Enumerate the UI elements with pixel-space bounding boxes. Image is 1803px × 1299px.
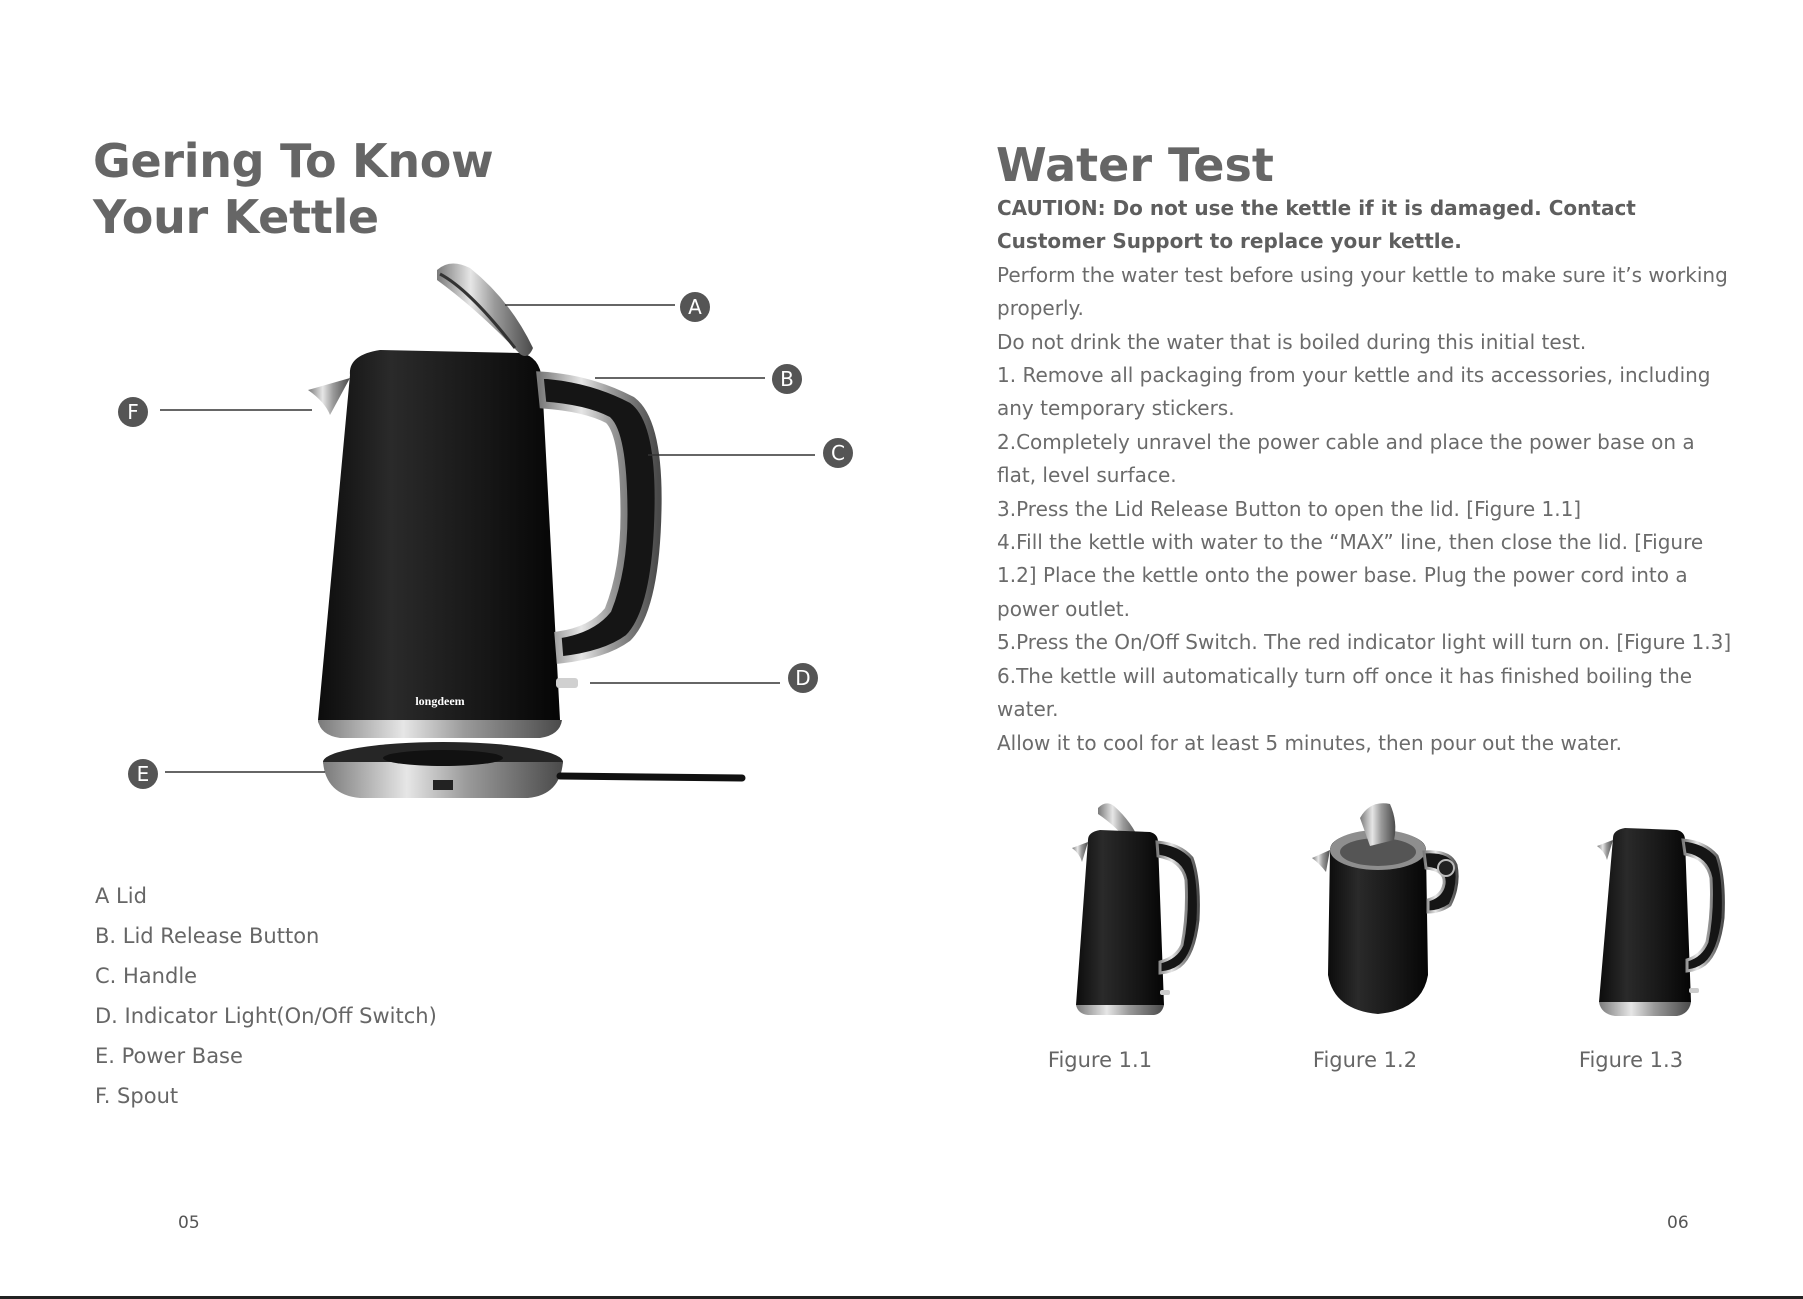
spout	[308, 378, 350, 415]
section-title	[93, 133, 493, 245]
indicator-switch	[556, 678, 578, 688]
figure-label: Figure 1.2	[1312, 1048, 1418, 1072]
kettle-parts-diagram	[0, 250, 900, 830]
lid	[437, 263, 533, 356]
parts-list-item: E. Power Base	[95, 1044, 243, 1068]
instruction-step: 2.Completely unravel the power cable and place the power base on a flat, level surface.	[997, 429, 1695, 488]
parts-list-item: F. Spout	[95, 1084, 179, 1108]
caution-text: CAUTION: Do not use the kettle if it is damaged. Contact Customer Support to replace your kettle.	[997, 196, 1636, 254]
callout-c	[823, 438, 853, 468]
page-number-right: 06	[1667, 1213, 1689, 1233]
parts-list-item: D. Indicator Light(On/Off Switch)	[95, 1004, 437, 1028]
section-title: Water Test	[996, 138, 1274, 192]
figure-1-2-image	[1290, 790, 1470, 1020]
right-page	[900, 0, 1803, 1299]
instruction-step: 6.The kettle will automatically turn off once it has finished boiling the water.	[997, 663, 1693, 722]
page-number-left: 05	[178, 1213, 200, 1233]
instruction-paragraph: Allow it to cool for at least 5 minutes, then pour out the water.	[997, 730, 1622, 755]
instruction-step: 3.Press the Lid Release Button to open the lid. [Figure 1.1]	[997, 496, 1582, 521]
instruction-step: 5.Press the On/Off Switch. The red indicator light will turn on. [Figure 1.3]	[997, 630, 1732, 655]
power-cord	[560, 776, 742, 778]
base-trim	[318, 720, 562, 738]
callout-e	[128, 759, 158, 789]
svg-text:C: C	[831, 441, 845, 465]
instruction-paragraph: Perform the water test before using your kettle to make sure it’s working properly.	[997, 262, 1728, 321]
parts-list-item: C. Handle	[95, 964, 198, 988]
parts-list-item: A Lid	[95, 884, 147, 908]
left-page	[0, 0, 900, 1299]
figure-1-3-image	[1565, 790, 1745, 1020]
instruction-step: 1. Remove all packaging from your kettle and its accessories, including any temporary stickers.	[997, 363, 1711, 421]
svg-text:A: A	[688, 295, 702, 319]
callout-b	[772, 364, 802, 394]
handle	[540, 375, 658, 660]
svg-text:B: B	[780, 367, 794, 391]
callout-d	[788, 663, 818, 693]
svg-text:D: D	[795, 666, 811, 690]
brand-logo: longdeem	[415, 694, 465, 708]
kettle-body	[308, 350, 658, 738]
svg-text:F: F	[127, 400, 139, 424]
power-base	[323, 742, 742, 798]
title-line-2: Your Kettle	[93, 190, 379, 244]
parts-list-item: B. Lid Release Button	[95, 924, 320, 948]
callout-a	[680, 292, 710, 322]
instruction-step: 4.Fill the kettle with water to the “MAX” line, then close the lid. [Figure 1.2] Place the kettle onto the power base. Plug the power cord into a power outlet.	[997, 530, 1704, 621]
figure-1-1-image	[1040, 790, 1220, 1020]
svg-text:E: E	[136, 762, 150, 786]
instruction-paragraph: Do not drink the water that is boiled during this initial test.	[997, 329, 1587, 354]
callout-f	[118, 397, 148, 427]
figure-label: Figure 1.3	[1578, 1048, 1684, 1072]
parts-list	[95, 876, 437, 1116]
figure-label: Figure 1.1	[1047, 1048, 1153, 1072]
instructions	[997, 192, 1737, 760]
title-line-1: Gering To Know	[93, 134, 494, 188]
